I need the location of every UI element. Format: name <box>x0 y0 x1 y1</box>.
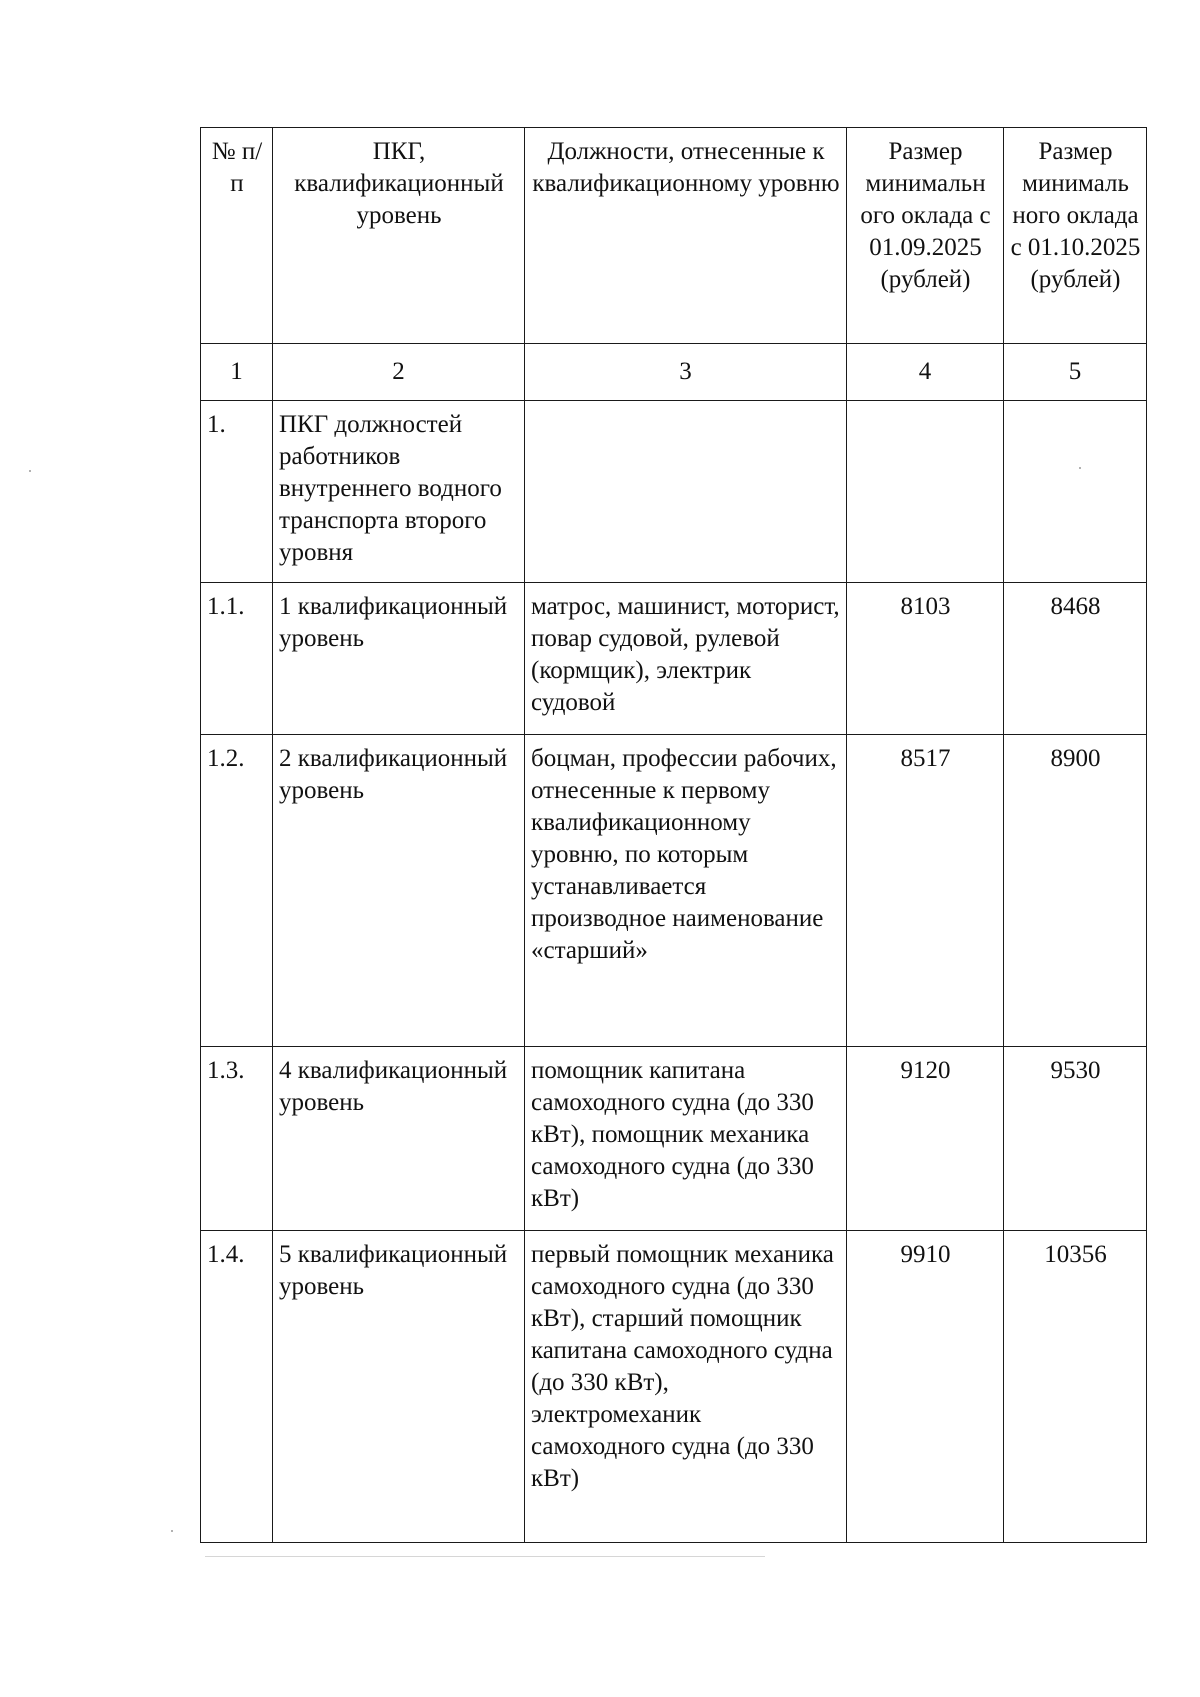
qualification-level: 1 квалификационный уровень <box>273 583 525 735</box>
salary-sep-value: 9120 <box>847 1047 1004 1231</box>
salary-sep-value: 8103 <box>847 583 1004 735</box>
positions-list: боцман, профессии рабочих, отнесенные к первому квалификационному уровню, по которым устанавливается производное наименование «старший» <box>525 735 847 1047</box>
salary-oct-value: 8900 <box>1004 735 1147 1047</box>
column-number: 1 <box>201 344 273 401</box>
scan-artifact-line <box>205 1556 765 1557</box>
column-number: 5 <box>1004 344 1147 401</box>
row-number: 1.2. <box>201 735 273 1047</box>
row-number: 1.3. <box>201 1047 273 1231</box>
header-group-level: ПКГ, квалификационный уровень <box>273 128 525 344</box>
salary-oct-value: 9530 <box>1004 1047 1147 1231</box>
salary-oct-value: 10356 <box>1004 1231 1147 1543</box>
table-row <box>201 1047 1147 1231</box>
header-positions: Должности, отнесенные к квалификационному уровню <box>525 128 847 344</box>
scan-speck <box>29 470 31 472</box>
salary-oct-value: 8468 <box>1004 583 1147 735</box>
empty-cell <box>1004 401 1147 583</box>
qualification-level: 2 квалификационный уровень <box>273 735 525 1047</box>
table-row <box>201 735 1147 1047</box>
scan-speck <box>171 1530 173 1532</box>
column-number: 2 <box>273 344 525 401</box>
header-salary-sep: Размер минимальн ого оклада с 01.09.2025 (рублей) <box>847 128 1004 344</box>
row-number: 1.1. <box>201 583 273 735</box>
positions-list: матрос, машинист, моторист, повар судовой, рулевой (кормщик), электрик судовой <box>525 583 847 735</box>
salary-sep-value: 8517 <box>847 735 1004 1047</box>
group-title: ПКГ должностей работников внутреннего водного транспорта второго уровня <box>273 401 525 583</box>
group-number: 1. <box>201 401 273 583</box>
positions-list: помощник капитана самоходного судна (до 330 кВт), помощник механика самоходного судна (до 330 кВт) <box>525 1047 847 1231</box>
empty-cell <box>847 401 1004 583</box>
salary-table <box>200 127 1147 1543</box>
table-header-row <box>201 128 1147 344</box>
column-number: 4 <box>847 344 1004 401</box>
salary-sep-value: 9910 <box>847 1231 1004 1543</box>
positions-list: первый помощник механика самоходного судна (до 330 кВт), старший помощник капитана самоходного судна (до 330 кВт), электромеханик самоходного судна (до 330 кВт) <box>525 1231 847 1543</box>
row-number: 1.4. <box>201 1231 273 1543</box>
header-salary-oct: Размер минималь ного оклада с 01.10.2025 (рублей) <box>1004 128 1147 344</box>
table-row <box>201 583 1147 735</box>
qualification-level: 5 квалификационный уровень <box>273 1231 525 1543</box>
group-row <box>201 401 1147 583</box>
header-number: № п/п <box>201 128 273 344</box>
empty-cell <box>525 401 847 583</box>
qualification-level: 4 квалификационный уровень <box>273 1047 525 1231</box>
column-number: 3 <box>525 344 847 401</box>
table-row <box>201 1231 1147 1543</box>
column-numbers-row <box>201 344 1147 401</box>
